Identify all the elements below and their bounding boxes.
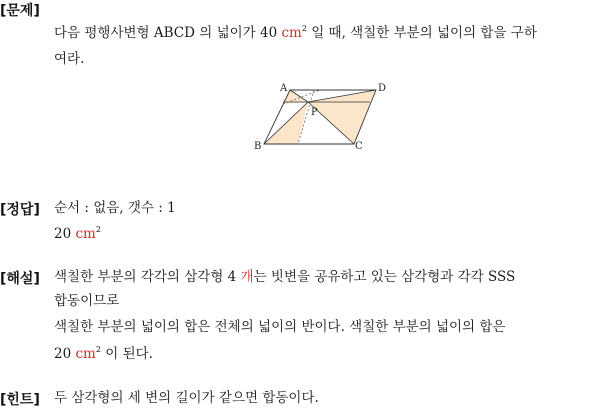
answer-label: [정답] — [0, 202, 40, 218]
problem-text-line2: 여라. — [54, 51, 85, 67]
answer-value — [54, 225, 583, 243]
vertex-label-d: D — [378, 83, 387, 94]
explanation-text-c: 이 된다. — [100, 346, 153, 362]
explanation-label: [해설] — [0, 271, 40, 287]
explanation-unit: cm — [75, 346, 96, 362]
problem-text-a: 다음 평행사변형 ABCD 의 넓이가 40 — [54, 25, 282, 41]
answer-number: 20 — [54, 226, 76, 242]
explanation-text-a: 색칠한 부분의 각각의 삼각형 4 — [54, 269, 241, 285]
answer-line1: 순서 : 없음, 갯수 : 1 — [54, 200, 176, 216]
explanation-count-unit: 개 — [240, 269, 254, 285]
hint-label: [힌트] — [0, 392, 40, 408]
vertex-label-p: P — [311, 107, 318, 118]
parallelogram-figure — [250, 82, 390, 154]
explanation-line2: 합동이므로 — [54, 293, 120, 309]
explanation-unit-exp: 2 — [95, 345, 101, 354]
vertex-label-b: B — [254, 141, 262, 152]
explanation-line3: 색칠한 부분의 넓이의 합은 전체의 넓이의 반이다. 색칠한 부분의 넓이의 합은 — [54, 319, 506, 335]
answer-unit: cm — [75, 226, 96, 242]
problem-text-b: 일 때, 색칠한 부분의 넓이의 합을 구하 — [306, 25, 537, 41]
explanation-line4 — [54, 345, 583, 363]
answer-unit-exp: 2 — [95, 225, 101, 234]
problem-unit-exp: 2 — [301, 24, 307, 33]
vertex-label-c: C — [355, 141, 363, 152]
problem-unit: cm — [281, 25, 302, 41]
explanation-text-b: 는 빗변을 공유하고 있는 삼각형과 각각 SSS — [253, 269, 516, 285]
explanation-number: 20 — [54, 346, 76, 362]
hint-text: 두 삼각형의 세 변의 길이가 같으면 합동이다. — [54, 390, 319, 406]
problem-text-line1 — [54, 24, 583, 42]
problem-label: [문제] — [0, 3, 40, 19]
explanation-line1 — [54, 268, 583, 286]
vertex-label-a: A — [280, 83, 288, 94]
